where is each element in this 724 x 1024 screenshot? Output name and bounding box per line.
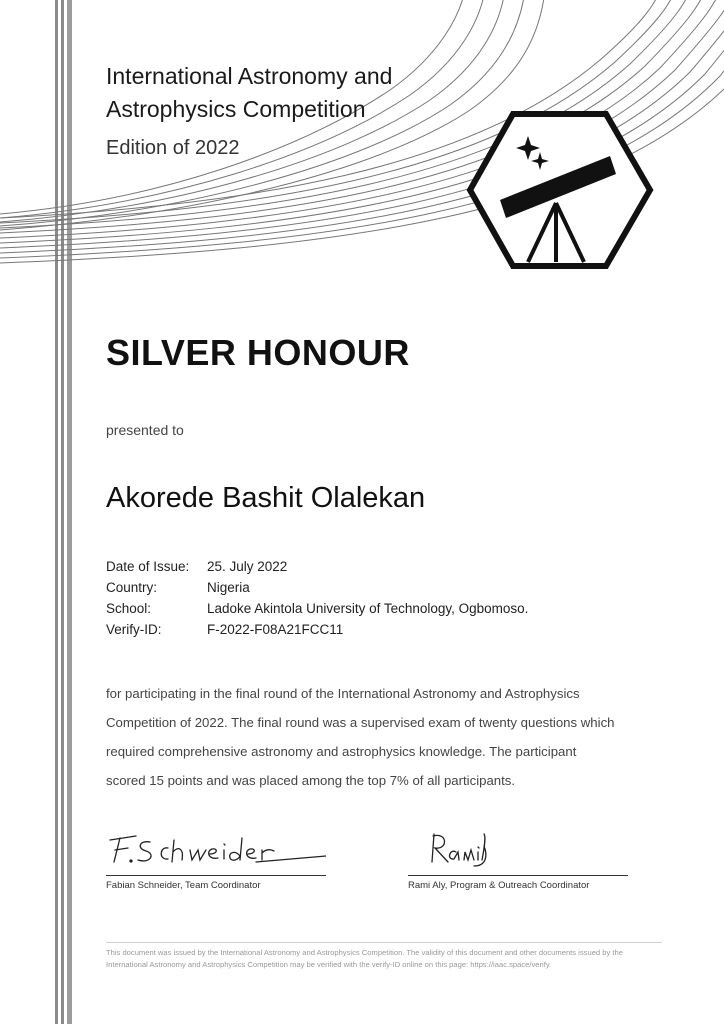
detail-value: 25. July 2022 — [207, 559, 288, 574]
signature-caption: Fabian Schneider, Team Coordinator — [106, 880, 261, 891]
presented-to-label: presented to — [106, 422, 184, 438]
description-line: Competition of 2022. The final round was a supervised exam of twenty questions which — [106, 715, 615, 730]
organization-name-line1: International Astronomy and — [106, 63, 393, 89]
detail-value: F-2022-F08A21FCC11 — [207, 622, 344, 637]
signature-block-right — [408, 826, 628, 891]
detail-label: Date of Issue: — [106, 559, 190, 574]
description-line: required comprehensive astronomy and astrophysics knowledge. The participant — [106, 744, 577, 759]
signature-line — [408, 875, 628, 876]
handwritten-signature — [106, 826, 326, 868]
organization-name-line2: Astrophysics Competition — [106, 96, 366, 122]
description-line: scored 15 points and was placed among the top 7% of all participants. — [106, 773, 516, 788]
description-line: for participating in the final round of the International Astronomy and Astrophysics — [106, 686, 580, 701]
footer-line: International Astronomy and Astrophysics Competition may be verified with the verify-ID online on this page: https://iaac.space/verify. — [106, 960, 552, 969]
signature-block-left — [106, 826, 326, 891]
detail-label: School: — [106, 601, 152, 616]
detail-label: Country: — [106, 580, 158, 595]
telescope-stars-icon — [470, 114, 650, 266]
detail-row-school — [106, 598, 528, 619]
detail-value: Nigeria — [207, 580, 250, 595]
award-title: SILVER HONOUR — [106, 332, 410, 373]
verification-footer — [106, 942, 662, 971]
details-table — [106, 556, 528, 640]
edition-label: Edition of 2022 — [106, 137, 240, 159]
detail-row-date — [106, 556, 528, 577]
detail-value: Ladoke Akintola University of Technology, Ogbomoso. — [207, 601, 529, 616]
detail-row-verify-id — [106, 619, 528, 640]
competition-title — [106, 60, 466, 162]
recipient-name: Akorede Bashit Olalekan — [106, 482, 426, 514]
footer-line: This document was issued by the International Astronomy and Astrophysics Competition. The validity of this document and other documents issued by the — [106, 948, 623, 957]
signature-line — [106, 875, 326, 876]
detail-row-country — [106, 577, 528, 598]
participation-description — [106, 679, 636, 795]
handwritten-signature — [408, 826, 628, 868]
detail-label: Verify-ID: — [106, 622, 162, 637]
signature-caption: Rami Aly, Program & Outreach Coordinator — [408, 880, 590, 891]
